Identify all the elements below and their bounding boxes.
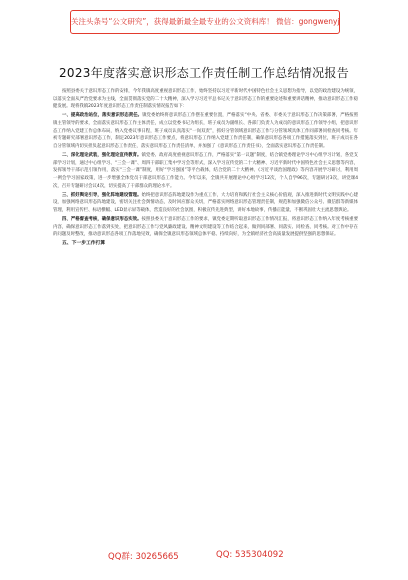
paragraph-text: 镇党委始终将意识形态工作摆在重要位置，严格落实“中央、省委、市委关于意识形态工作决策部署，严格按照镇主管领导的要求，全面落实意识形态工作主体责任，成立以党委书记为组长，班子成员为副组长、各部门负责人为成员的意识形态工作领导小组，把意识形态工作纳入党建工作总体布局，纳入党委议事日程，班子成员认真落实“一岗双责”，抓好分管领域意识形态工作与分管领域具体工作同部署同检查同考核。年初专题研究部署意识形态工作，制定2023年意识形态工作要点，将意识形态工作纳入党建工作责任制，确保意识形态各项工作措施落实到位，班子成员在各自分管领域内切实担负起意识形态工作责任，落实意识形态工作责任清单，并加强了《意识形态工作责任书》，全面落实意识形态工作责任制。 — [53, 113, 358, 149]
paragraph-section-2 — [53, 152, 358, 190]
paragraph-intro — [53, 88, 358, 111]
paragraph-section-1 — [53, 112, 358, 150]
paragraph-text: 按照县委关于意识形态工作的安排，今年我镇高度重视意识形态工作，始终坚持以习近平新时代中国特色社会主义思想为指导，以党的政治建设为统领，以落实全面从严治党要求为主线，全面贯彻落实党的二十大精神，深入学习习近平总书记关于意识形态工作的重要论述和重要讲话精神，推动意识形态工作稳健发展。现将我镇2023年度意识形态工作责任制落实情况报告如下： — [53, 89, 358, 110]
paragraph-section-4 — [53, 216, 358, 239]
section-heading: 四、严格督查考核，确保意识形态实效。 — [62, 217, 142, 223]
document-body — [53, 88, 358, 250]
promo-banner: 关注头条号“公文研究”，获得最新最全最专业的公文资料库！ 微信：gongwenyj — [70, 10, 340, 34]
document-title: 2023年度落实意识形态工作责任制工作总结情况报告 — [58, 66, 350, 80]
section-heading-5: 五、下一步工作打算 — [62, 241, 106, 247]
section-heading: 三、抓好舆论引导，强化阵地建设管理。 — [62, 192, 142, 198]
section-heading: 一、提高政治站位，落实意识形态责任。 — [62, 113, 143, 119]
paragraph-text: 镇党委、政府高度重视意识形态工作，严格落实“第一议题”制度，结合镇党委理论学习中心组学习计划，各党支部学习计划，通过中心组学习、“三会一课”、周四干部职工集中学习会等形式，深入学习宣传党的二十大精神、习近平新时代中国特色社会主义思想等内容，发挥领导干部示范引领作用，落实“三会一课”制度，用好“学习强国”等平台载体，结合党的二十大精神、《习近平谈治国理政》等内容开展学习研讨，利用周一例会学习国家政策，进一步增强全体党员干部意识形态工作能力。今年以来，全镇共开展理论中心组学习12次，个人自学96次，专题研讨3次，讲党课4次，召开专题研讨会议4次，切实提高了干部群众的理论水平。 — [53, 153, 358, 189]
qq-number-label: QQ: 535304092 — [216, 550, 284, 560]
section-heading: 二、深化理论武装，强化理论宣传教育。 — [62, 153, 142, 159]
footer-contacts — [0, 546, 408, 570]
paragraph-text: 始终把意识形态阵地建设作为重点工作，大力培育和践行社会主义核心价值观，深入推进新时代文明实践中心建设，加强网络意识形态阵地建设，密切关注社会舆情动态，及时回应群众关切，严格落实网络意识形态管理责任制，规范和加强微信公众号、微信群等新媒体管理，利用宣传栏、标语横幅、LED显示屏等载体，营造良好的社会氛围，积极宣传先进典型，讲好本地故事，传播正能量，不断巩固壮大主流思想舆论。 — [53, 192, 358, 214]
paragraph-text: 按照县委关于意识形态工作的要求，镇党委定期听取意识形态工作情况汇报，将意识形态工作纳入年度考核重要内容，确保意识形态工作落到实处，把意识形态工作与党风廉政建设、精神文明建设等工作结合起来，做到同部署、同落实、同检查、同考核。对工作中存在的问题及时整改，推动意识形态各项工作落地见效，确保全镇意识形态领域总体平稳、持续向好，为全镇经济社会高质量发展提供坚强的思想保证。 — [53, 217, 358, 238]
paragraph-section-3 — [53, 192, 358, 215]
qq-group-label: QQ群: 30265665 — [108, 552, 179, 562]
